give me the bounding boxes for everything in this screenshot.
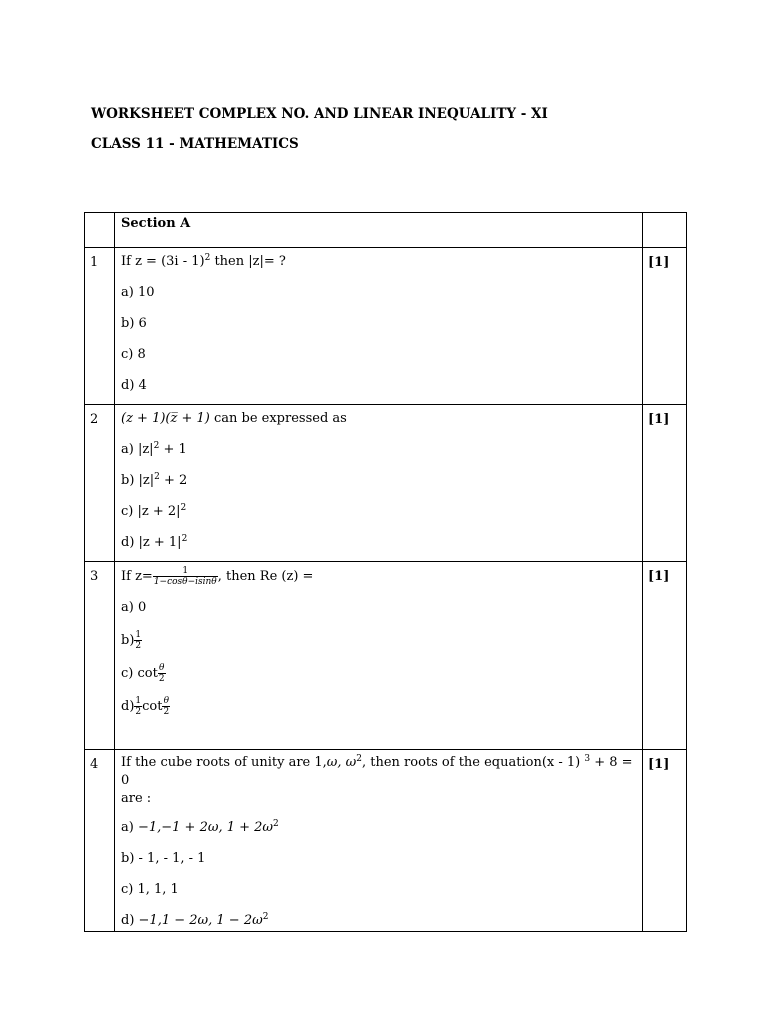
stem-text: If z = (3i - 1) [121, 254, 205, 269]
option-math: −1,−1 + 2ω, 1 + 2ω [137, 820, 274, 835]
option-c: c) 8 [121, 347, 146, 362]
section-label: Section A [115, 213, 643, 248]
fraction-numerator: 1 [135, 630, 142, 640]
question-stem [121, 754, 636, 808]
option-d [121, 911, 636, 931]
option-text: d) |z + 1| [121, 535, 182, 550]
option-text: + 1 [159, 442, 187, 457]
question-marks: [1] [643, 750, 687, 932]
fraction-numerator: θ [158, 663, 165, 673]
question-marks: [1] [643, 562, 687, 750]
option-text: d) [121, 913, 139, 928]
option-text: cot [142, 699, 163, 714]
option-text: a) |z| [121, 442, 154, 457]
question-number: 2 [85, 405, 115, 562]
option-text: a) [121, 820, 138, 835]
stem-text: , then Re (z) = [217, 569, 314, 584]
option-text: b) |z| [121, 473, 155, 488]
stem-exponent: 2 [204, 253, 211, 263]
section-number-cell [85, 213, 115, 248]
option-a: a) 0 [121, 600, 147, 615]
fraction-numerator: 1 [135, 696, 142, 706]
stem-exponent: 3 [584, 754, 591, 764]
option-text: c) cot [121, 666, 158, 681]
fraction-denominator: 2 [163, 707, 170, 717]
question-table [84, 212, 687, 932]
option-exponent: 2 [181, 534, 188, 544]
fraction-numerator: θ [163, 696, 170, 706]
question-stem [121, 252, 636, 272]
fraction-numerator: 1 [182, 566, 189, 576]
question-row-1 [85, 248, 687, 405]
fraction-denominator: 2 [135, 707, 142, 717]
option-text: b) [121, 633, 135, 648]
option-d [121, 533, 636, 553]
option-text: c) |z + 2| [121, 504, 181, 519]
option-b [121, 630, 636, 651]
option-d: d) 4 [121, 378, 147, 393]
stem-text: then |z|= ? [210, 254, 286, 269]
stem-text: , then roots of the equation(x - 1) [361, 755, 585, 770]
option-c [121, 663, 636, 684]
question-body [115, 750, 643, 932]
question-marks: [1] [643, 248, 687, 405]
option-text: d) [121, 699, 135, 714]
option-a [121, 818, 636, 838]
option-fraction [162, 696, 170, 717]
option-d [121, 696, 636, 717]
option-c [121, 502, 636, 522]
option-exponent: 2 [180, 503, 187, 513]
option-c: c) 1, 1, 1 [121, 882, 179, 897]
option-fraction [134, 696, 142, 717]
stem-exponent: 2 [356, 754, 362, 764]
option-fraction [134, 630, 142, 651]
stem-fraction [153, 566, 218, 587]
stem-math: (z + 1)(z̅ + 1) [121, 411, 210, 426]
question-body [115, 405, 643, 562]
stem-text: If the cube roots of unity are 1, [121, 755, 327, 770]
option-text: + 2 [159, 473, 188, 488]
class-subtitle: CLASS 11 - MATHEMATICS [91, 136, 299, 152]
fraction-denominator: 1−cosθ−isinθ [153, 577, 217, 587]
question-number: 1 [85, 248, 115, 405]
option-exponent: 2 [154, 472, 160, 482]
option-exponent: 2 [153, 441, 160, 451]
option-exponent: 2 [262, 912, 269, 922]
fraction-denominator: 2 [158, 674, 165, 684]
option-math: −1,1 − 2ω, 1 − 2ω [138, 913, 263, 928]
question-body [115, 248, 643, 405]
option-exponent: 2 [273, 819, 279, 829]
worksheet-title: WORKSHEET COMPLEX NO. AND LINEAR INEQUALITY - XI [91, 106, 548, 122]
option-b: b) - 1, - 1, - 1 [121, 851, 206, 866]
option-b [121, 471, 636, 491]
question-body [115, 562, 643, 750]
option-a: a) 10 [121, 285, 155, 300]
question-row-2 [85, 405, 687, 562]
section-header-row [85, 213, 687, 248]
option-b: b) 6 [121, 316, 147, 331]
stem-math: ω, ω [326, 755, 357, 770]
stem-text: + 8 = 0 [121, 755, 633, 788]
stem-text: can be expressed as [209, 411, 347, 426]
question-row-4 [85, 750, 687, 932]
question-number: 4 [85, 750, 115, 932]
question-number: 3 [85, 562, 115, 750]
question-row-3 [85, 562, 687, 750]
option-fraction [158, 663, 166, 684]
stem-text: If z= [121, 569, 153, 584]
stem-text: are : [121, 791, 152, 806]
section-marks-cell [643, 213, 687, 248]
question-stem [121, 566, 636, 587]
question-stem [121, 409, 636, 429]
question-marks: [1] [643, 405, 687, 562]
fraction-denominator: 2 [135, 641, 142, 651]
option-a [121, 440, 636, 460]
